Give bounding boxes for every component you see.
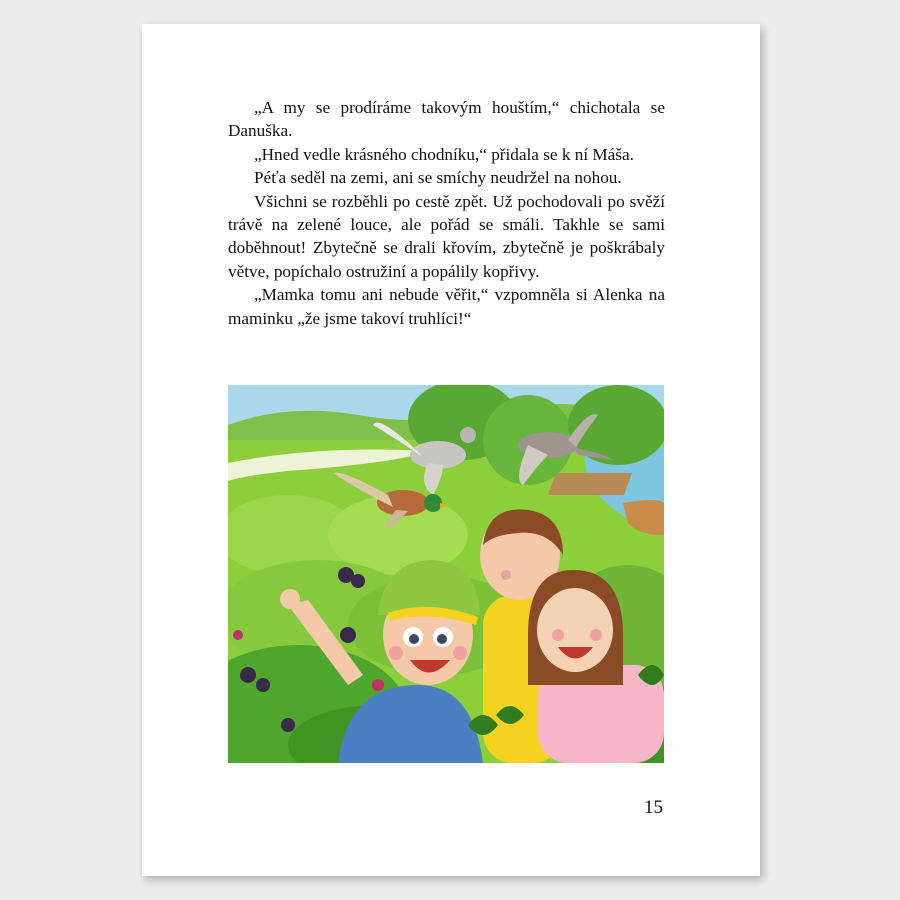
paragraph: „A my se prodíráme takovým houštím,“ chichotala se Danuška. (228, 98, 665, 141)
book-page (142, 24, 760, 876)
page-number: 15 (644, 797, 663, 818)
paragraph: Péťa seděl na zemi, ani se smíchy neudržel na nohou. (254, 168, 622, 188)
story-illustration (228, 385, 664, 763)
dock (548, 473, 632, 495)
story-text (228, 96, 665, 330)
paragraph: „Mamka tomu ani nebude věřit,“ vzpomněla si Alenka na maminku „že jsme takoví truhlíci!“ (228, 285, 665, 328)
paragraph: „Hned vedle krásného chodníku,“ přidala se k ní Máša. (254, 144, 634, 164)
paragraph: Všichni se rozběhli po cestě zpět. Už pochodovali po svěží trávě na zelené louce, ale pořád se smáli. Takhle se sami doběhnout! Zbytečně se drali křovím, zbytečně je poškrábaly větve, popíchalo ostružiní a popálily kopřivy. (228, 191, 665, 281)
